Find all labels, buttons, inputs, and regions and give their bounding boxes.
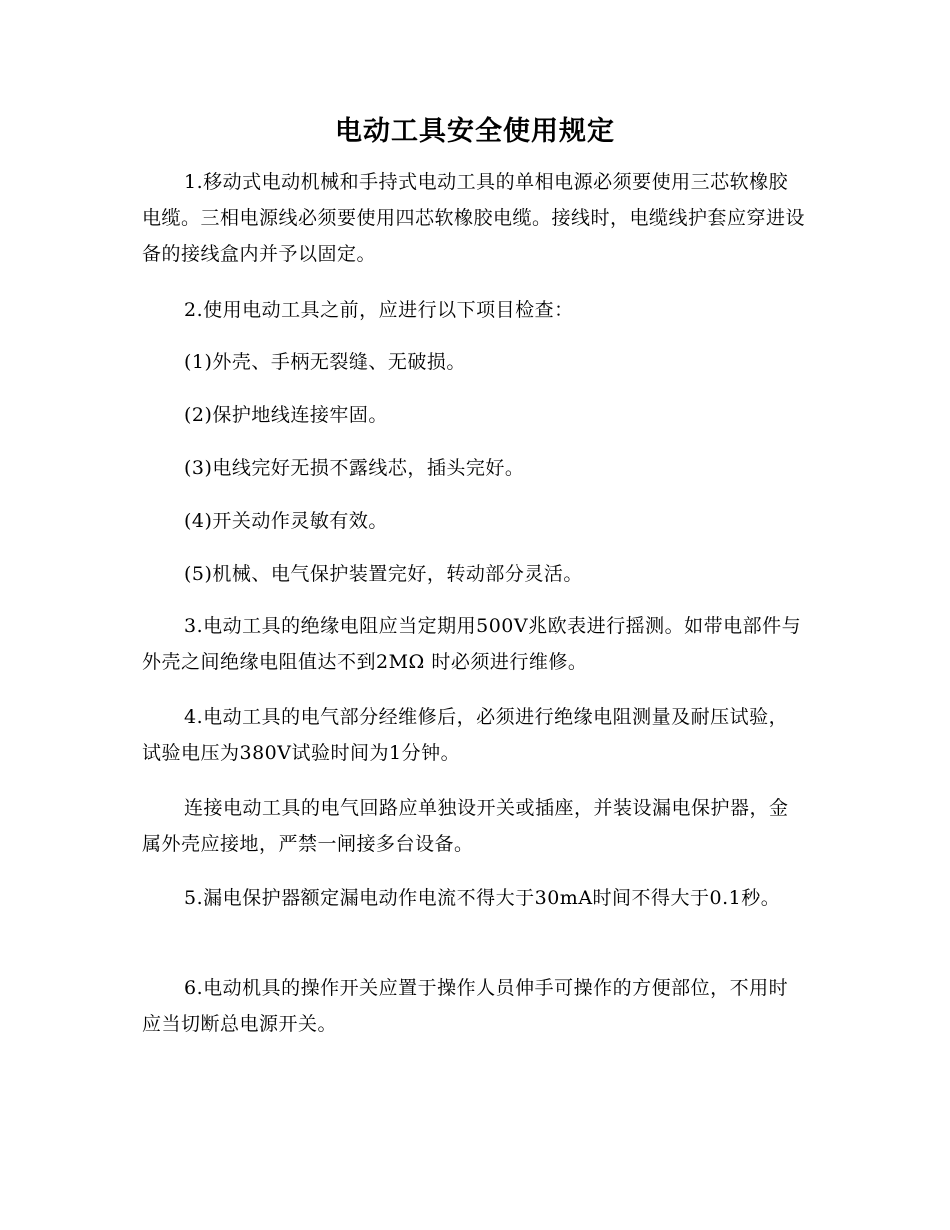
check-item-3: (3)电线完好无损不露线芯，插头完好。 xyxy=(184,457,525,479)
paragraph-3: 3.电动工具的绝缘电阻应当定期用500V兆欧表进行摇测。如带电部件与外壳之间绝缘电阻值达不到2MΩ 时必须进行维修。 xyxy=(142,615,802,673)
document-title: 电动工具安全使用规定 xyxy=(335,116,615,147)
paragraph-4: 4.电动工具的电气部分经维修后，必须进行绝缘电阻测量及耐压试验，试验电压为380V试验时间为1分钟。 xyxy=(142,706,789,764)
check-item-1: (1)外壳、手柄无裂缝、无破损。 xyxy=(184,351,466,373)
paragraph-2: 2.使用电动工具之前，应进行以下项目检查： xyxy=(184,299,574,321)
paragraph-5: 5.漏电保护器额定漏电动作电流不得大于30mA时间不得大于0.1秒。 xyxy=(184,887,781,909)
check-item-5: (5)机械、电气保护装置完好，转动部分灵活。 xyxy=(184,563,583,585)
check-item-4: (4)开关动作灵敏有效。 xyxy=(184,510,388,532)
paragraph-1: 1.移动式电动机械和手持式电动工具的单相电源必须要使用三芯软橡胶电缆。三相电源线必须要使用四芯软橡胶电缆。接线时，电缆线护套应穿进设备的接线盒内并予以固定。 xyxy=(142,171,806,265)
paragraph-6: 6.电动机具的操作开关应置于操作人员伸手可操作的方便部位，不用时应当切断总电源开关。 xyxy=(142,977,789,1035)
check-item-2: (2)保护地线连接牢固。 xyxy=(184,404,388,426)
paragraph-4-continued: 连接电动工具的电气回路应单独设开关或插座，并装设漏电保护器，金属外壳应接地，严禁一闸接多台设备。 xyxy=(142,797,789,855)
